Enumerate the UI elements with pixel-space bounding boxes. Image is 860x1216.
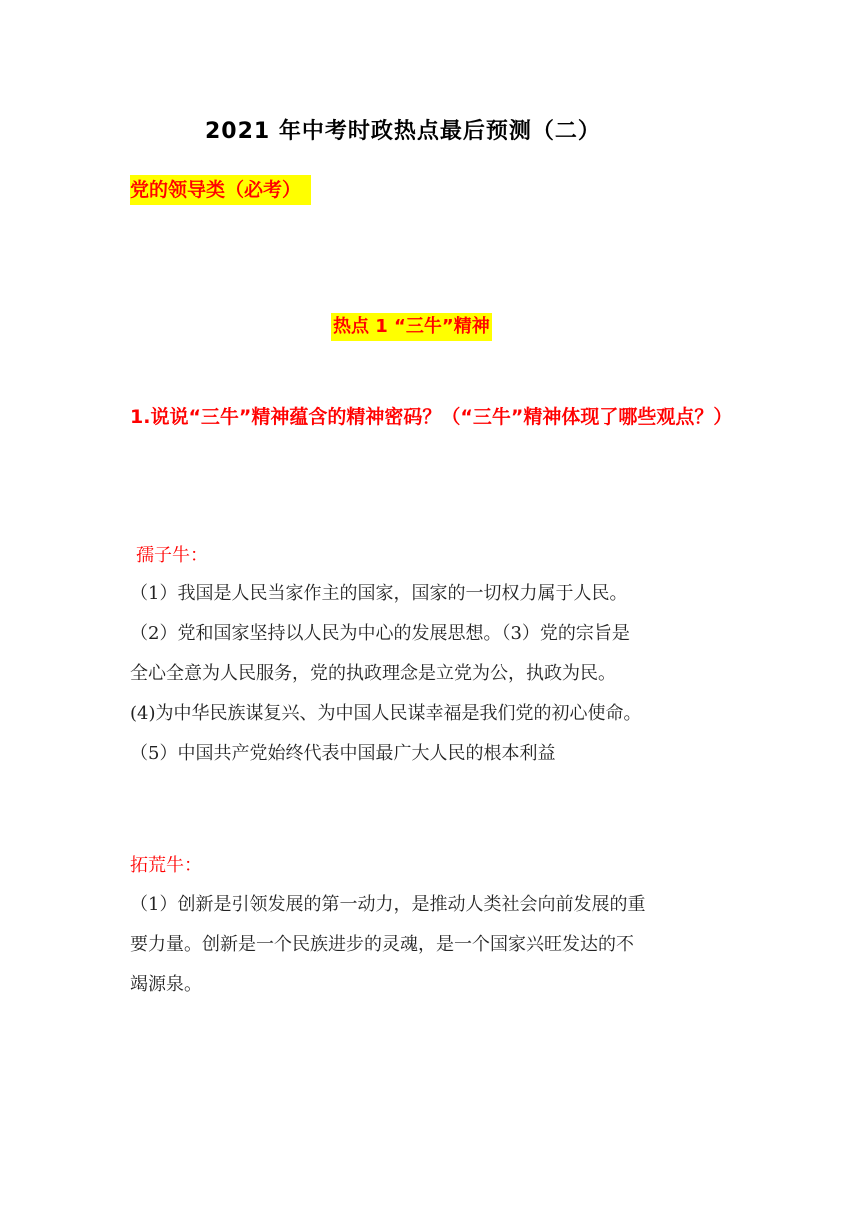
- body-line: 竭源泉。: [130, 974, 202, 995]
- body-line: 全心全意为人民服务，党的执政理念是立党为公，执政为民。: [130, 663, 616, 684]
- body-line: (4)为中华民族谋复兴、为中国人民谋幸福是我们党的初心使命。: [130, 703, 642, 724]
- document-title: 2021 年中考时政热点最后预测（二）: [205, 119, 601, 144]
- body-line: （1）我国是人民当家作主的国家，国家的一切权力属于人民。: [130, 583, 628, 604]
- section-body-ruzi-niu: [130, 574, 736, 774]
- question-text: 1.说说“三牛”精神蕴含的精神密码？（“三牛”精神体现了哪些观点？）: [130, 406, 733, 428]
- category-heading: 党的领导类（必考）: [130, 175, 311, 205]
- body-line: （5）中国共产党始终代表中国最广大人民的根本利益: [130, 743, 556, 764]
- body-line: （2）党和国家坚持以人民为中心的发展思想。（3）党的宗旨是: [130, 623, 630, 644]
- section-heading-ruzi-niu: 孺子牛：: [136, 545, 208, 566]
- body-line: （1）创新是引领发展的第一动力，是推动人类社会向前发展的重: [130, 894, 646, 915]
- hotspot-heading: 热点 1 “三牛”精神: [331, 313, 492, 341]
- body-line: 要力量。创新是一个民族进步的灵魂，是一个国家兴旺发达的不: [130, 934, 634, 955]
- section-body-tuohuang-niu: [130, 885, 736, 1005]
- section-heading-tuohuang-niu: 拓荒牛：: [130, 855, 202, 876]
